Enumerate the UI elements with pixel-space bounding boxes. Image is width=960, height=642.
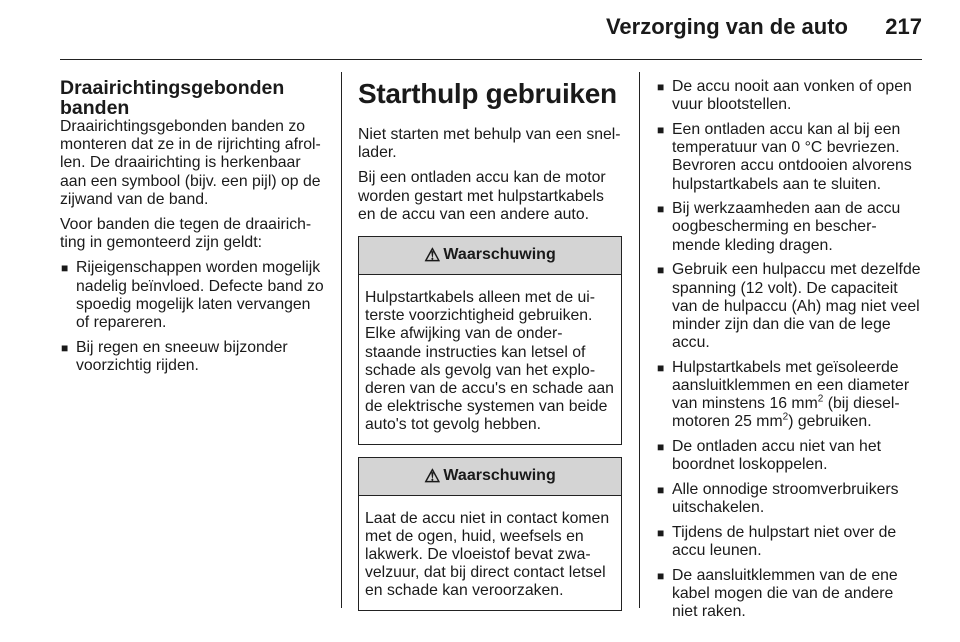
paragraph: Draairichtingsgebonden banden zo monteren dat ze in de rijrichting afrol-len. De draairichting is herkenbaar aan een symbool (bijv. een pijl) op de zijwand van de band. [60, 118, 321, 208]
header-rule [60, 59, 922, 60]
warning-box [358, 457, 622, 611]
list-item: ■ De aansluitklemmen van de ene kabel mogen die van de andere niet raken. [656, 567, 922, 622]
page-number: 217 [885, 14, 922, 39]
paragraph: Voor banden die tegen de draairich-ting in gemonteerd zijn geldt: [60, 216, 312, 252]
list-item: ■ Alle onnodige stroomverbruikers uitschakelen. [656, 481, 922, 517]
list-item: ■ Bij werkzaamheden aan de accu oogbescherming en bescher-mende kleding dragen. [656, 200, 922, 255]
warning-box [358, 236, 622, 445]
column-divider-left [341, 72, 342, 608]
warning-label: Waarschuwing [443, 467, 556, 485]
bullet-list [656, 78, 922, 621]
warning-header [359, 458, 621, 496]
right-column [656, 78, 922, 628]
bullet-list [60, 259, 326, 375]
paragraph: Niet starten met behulp van een snel-lader. [358, 126, 621, 162]
middle-column [358, 78, 622, 611]
list-item: ■ Tijdens de hulpstart niet over de accu leunen. [656, 524, 922, 560]
column-divider-right [639, 72, 640, 608]
left-column [60, 78, 326, 382]
warning-text: Laat de accu niet in contact komen met de ogen, huid, weefsels en lakwerk. De vloeistof bevat zwa-velzuur, dat bij direct contact letsel en schade kan veroorzaken. [365, 509, 610, 600]
section-title-jump-start: Starthulp gebruiken [358, 78, 617, 109]
warning-triangle-icon: ⚠ [424, 245, 441, 266]
list-item: ■ Bij regen en sneeuw bijzonder voorzichtig rijden. [60, 339, 326, 375]
cable-text: ) gebruiken. [788, 413, 872, 431]
warning-triangle-icon: ⚠ [424, 466, 441, 487]
paragraph: Bij een ontladen accu kan de motor worden gestart met hulpstartkabels en de accu van een andere auto. [358, 169, 606, 223]
warning-label: Waarschuwing [443, 246, 556, 264]
warning-header [359, 237, 621, 275]
list-item: ■ De ontladen accu niet van het boordnet loskoppelen. [656, 438, 922, 474]
list-item: ■ Rijeigenschappen worden mogelijk nadelig beïnvloed. Defecte band zo spoedig mogelijk laten vervangen of repareren. [60, 259, 326, 332]
cable-text: (bij diesel-motoren 25 mm [672, 395, 900, 431]
warning-text: Hulpstartkabels alleen met de ui-terste voorzichtigheid gebruiken. Elke afwijking van de onder-staande instructies kan letsel of schade als gevolg van het explo-deren van de accu's en schade aan de elektrische systemen van beide auto's tot gevolg hebben. [365, 289, 614, 434]
superscript: 2 [782, 412, 789, 424]
list-item: ■ Een ontladen accu kan al bij een temperatuur van 0 °C bevriezen. Bevroren accu ontdooien alvorens hulpstartkabels aan te sluiten. [656, 121, 922, 194]
list-item: ■ Gebruik een hulpaccu met dezelfde spanning (12 volt). De capaciteit van de hulpaccu (Ah) mag niet veel minder zijn dan die van de lege accu. [656, 261, 922, 352]
list-item: ■ De accu nooit aan vonken of open vuur blootstellen. [656, 78, 922, 114]
cable-text: Hulpstartkabels met geïsoleerde aansluitklemmen en een diameter van minstens 16 mm [672, 358, 910, 413]
list-item [656, 359, 922, 432]
running-header-title: Verzorging van de auto [605, 14, 848, 39]
section-heading-directional-tyres: Draairichtingsgebonden banden [60, 77, 285, 119]
superscript: 2 [817, 393, 824, 405]
